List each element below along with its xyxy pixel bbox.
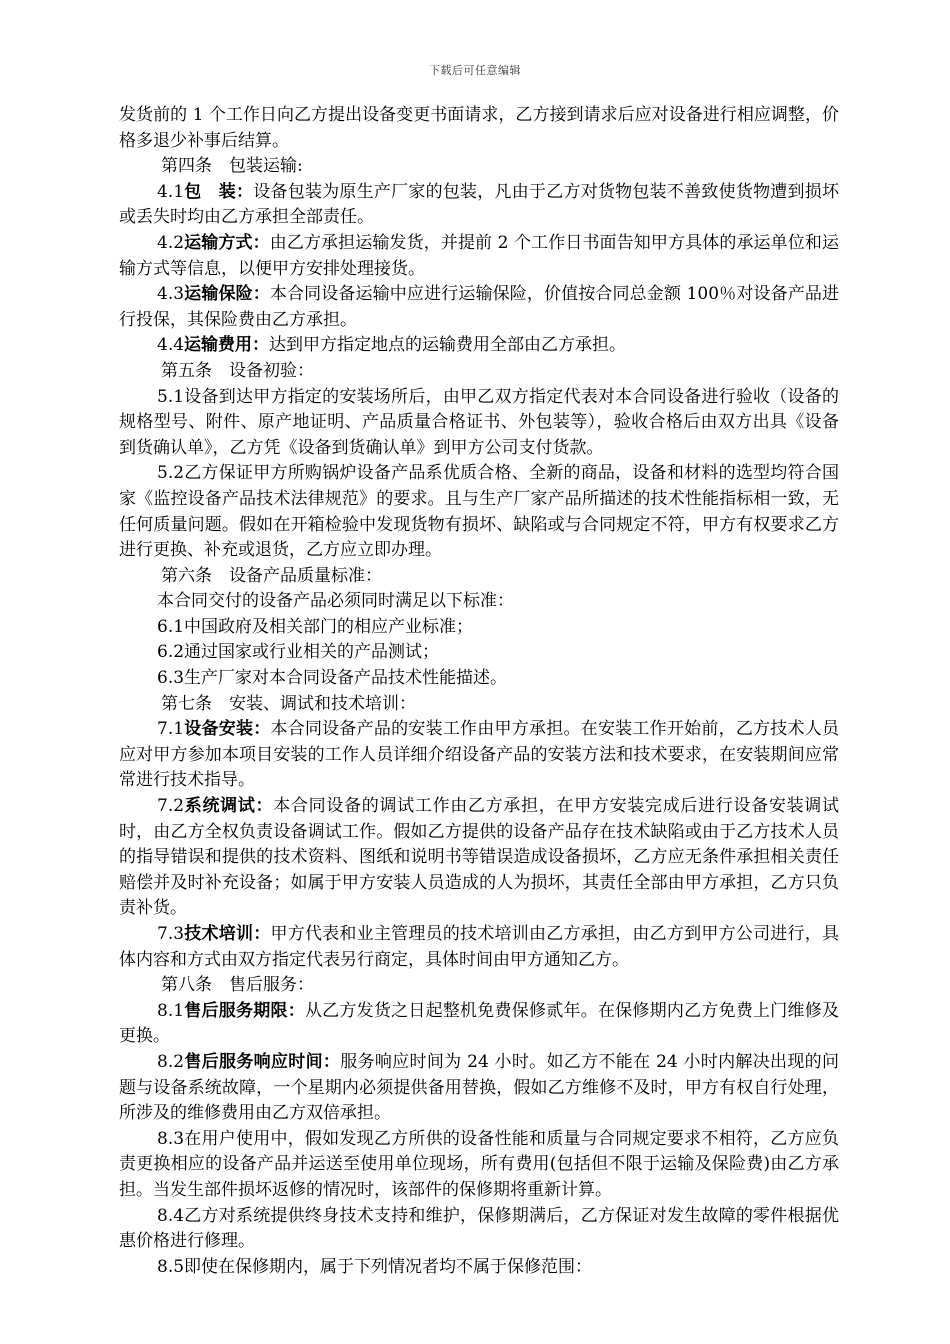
page-header: 下载后可任意编辑 [429, 64, 521, 77]
clause-number: 8.1 [157, 1000, 185, 1021]
clause-label: 运输费用： [184, 335, 270, 356]
clause-number: 8.3 [157, 1128, 185, 1149]
clause-paragraph [119, 589, 839, 615]
clause-text: 本合同设备运输中应进行运输保险，价值按合同总金额 100％对设备产品进行投保，其保险费由乙方承担。 [119, 284, 839, 330]
clause-number: 7.2 [157, 796, 185, 817]
clause-paragraph [119, 333, 839, 359]
contract-body [119, 103, 839, 1280]
article-heading: 第六条 设备产品质量标准： [161, 565, 382, 586]
clause-number: 7.1 [157, 719, 185, 740]
clause-paragraph [119, 461, 839, 563]
article-heading: 第五条 设备初验： [161, 360, 314, 381]
clause-number: 6.3 [157, 668, 185, 689]
clause-label: 售后服务响应时间： [184, 1051, 341, 1072]
article-heading: 第七条 安装、调试和技术培训： [161, 693, 416, 714]
clause-label: 售后服务期限： [184, 1000, 305, 1021]
clause-text: 乙方保证甲方所购锅炉设备产品系优质合格、全新的商品，设备和材料的选型均符合国家《监控设备产品技术法律规范》的要求。且与生产厂家产品所描述的技术性能指标相一致，无任何质量问题。假如在开箱检验中发现货物有损坏、缺陷或与合同规定不符，甲方有权要求乙方进行更换、补充或退货，乙方应立即办理。 [119, 463, 839, 561]
clause-label: 技术培训： [184, 924, 271, 944]
clause-paragraph [119, 794, 839, 922]
clause-text: 设备包装为原生产厂家的包装，凡由于乙方对货物包装不善致使货物遭到损坏或丢失时均由乙方承担全部责任。 [119, 181, 840, 228]
clause-paragraph [119, 922, 839, 973]
clause-number: 5.2 [157, 463, 185, 484]
clause-paragraph [119, 640, 839, 666]
clause-paragraph [119, 717, 839, 794]
clause-text: 本合同交付的设备产品必须同时满足以下标准： [157, 591, 514, 612]
paragraph [119, 103, 839, 154]
clause-text: 中国政府及相关部门的相应产业标准； [184, 616, 474, 637]
clause-paragraph [119, 1255, 839, 1281]
clause-number: 4.3 [157, 284, 185, 305]
clause-number: 6.1 [157, 616, 185, 637]
clause-text: 达到甲方指定地点的运输费用全部由乙方承担。 [269, 335, 627, 356]
clause-text: 服务响应时间为 24 小时。如乙方不能在 24 小时内解决出现的问题与设备系统故障，一个星期内必须提供备用替换，假如乙方维修不及时，甲方有权自行处理，所涉及的维修费用由乙方双倍承担。 [119, 1051, 840, 1124]
clause-number: 8.2 [157, 1051, 185, 1072]
clause-text: 通过国家或行业相关的产品测试； [184, 642, 440, 663]
paragraph-text: 发货前的 1 个工作日向乙方提出设备变更书面请求，乙方接到请求后应对设备进行相应调整，价格多退少补事后结算。 [119, 105, 839, 151]
clause-number: 6.2 [157, 642, 185, 663]
clause-text: 生产厂家对本合同设备产品技术性能描述。 [184, 668, 508, 689]
clause-label: 包 装： [184, 181, 254, 202]
clause-text: 本合同设备的调试工作由乙方承担，在甲方安装完成后进行设备安装调试时，由乙方全权负责设备调试工作。假如乙方提供的设备产品存在技术缺陷或由于乙方技术人员的指导错误和提供的技术资料、图纸和说明书等错误造成设备损坏，乙方应无条件承担相关责任赔偿并及时补充设备；如属于甲方安装人员造成的人为损坏，其责任全部由甲方承担，乙方只负责补货。 [119, 796, 840, 919]
clause-paragraph [119, 615, 839, 641]
clause-text: 即使在保修期内，属于下列情况者均不属于保修范围： [184, 1256, 593, 1277]
clause-number: 5.1 [157, 386, 185, 407]
clause-label: 设备安装： [184, 719, 271, 740]
clause-label: 系统调试： [184, 796, 274, 817]
clause-number: 8.5 [157, 1256, 185, 1277]
clause-text: 在用户使用中，假如发现乙方所供的设备性能和质量与合同规定要求不相符，乙方应负责更换相应的设备产品并运送至使用单位现场，所有费用(包括但不限于运输及保险费)由乙方承担。当发生部件损坏返修的情况时，该部件的保修期将重新计算。 [119, 1128, 839, 1200]
clause-text: 从乙方发货之日起整机免费保修贰年。在保修期内乙方免费上门维修及更换。 [119, 1000, 840, 1047]
clause-paragraph [119, 1204, 839, 1255]
clause-text: 本合同设备产品的安装工作由甲方承担。在安装工作开始前，乙方技术人员应对甲方参加本项目安装的工作人员详细介绍设备产品的安装方法和技术要求，在安装期间应常常进行技术指导。 [119, 719, 840, 791]
clause-number: 8.4 [157, 1205, 185, 1226]
clause-paragraph [119, 666, 839, 692]
clause-text: 甲方代表和业主管理员的技术培训由乙方承担，由乙方到甲方公司进行，具体内容和方式由双方指定代表另行商定，具体时间由甲方通知乙方。 [119, 924, 840, 970]
clause-paragraph [119, 180, 839, 231]
clause-paragraph [119, 385, 839, 462]
article-heading: 第八条 售后服务： [161, 975, 314, 996]
clause-number: 4.2 [157, 232, 185, 253]
article-heading: 第四条 包装运输: [161, 156, 303, 177]
clause-label: 运输保险： [184, 284, 270, 305]
clause-number: 7.3 [157, 924, 185, 944]
clause-paragraph [119, 282, 839, 333]
clause-paragraph [119, 231, 839, 282]
clause-text: 乙方对系统提供终身技术支持和维护，保修期满后，乙方保证对发生故障的零件根据优惠价格进行修理。 [119, 1205, 839, 1252]
clause-text: 设备到达甲方指定的安装场所后，由甲乙双方指定代表对本合同设备进行验收（设备的规格型号、附件、原产地证明、产品质量合格证书、外包装等），验收合格后由双方出具《设备到货确认单》，乙方凭《设备到货确认单》到甲方公司支付货款。 [119, 386, 839, 458]
clause-number: 4.1 [157, 181, 185, 202]
clause-paragraph [119, 1127, 839, 1204]
clause-paragraph [119, 999, 839, 1050]
clause-number: 4.4 [157, 335, 185, 356]
clause-paragraph [119, 1050, 839, 1127]
clause-text: 由乙方承担运输发货，并提前 2 个工作日书面告知甲方具体的承运单位和运输方式等信息，以便甲方安排处理接货。 [119, 232, 840, 279]
clause-label: 运输方式： [184, 232, 270, 253]
